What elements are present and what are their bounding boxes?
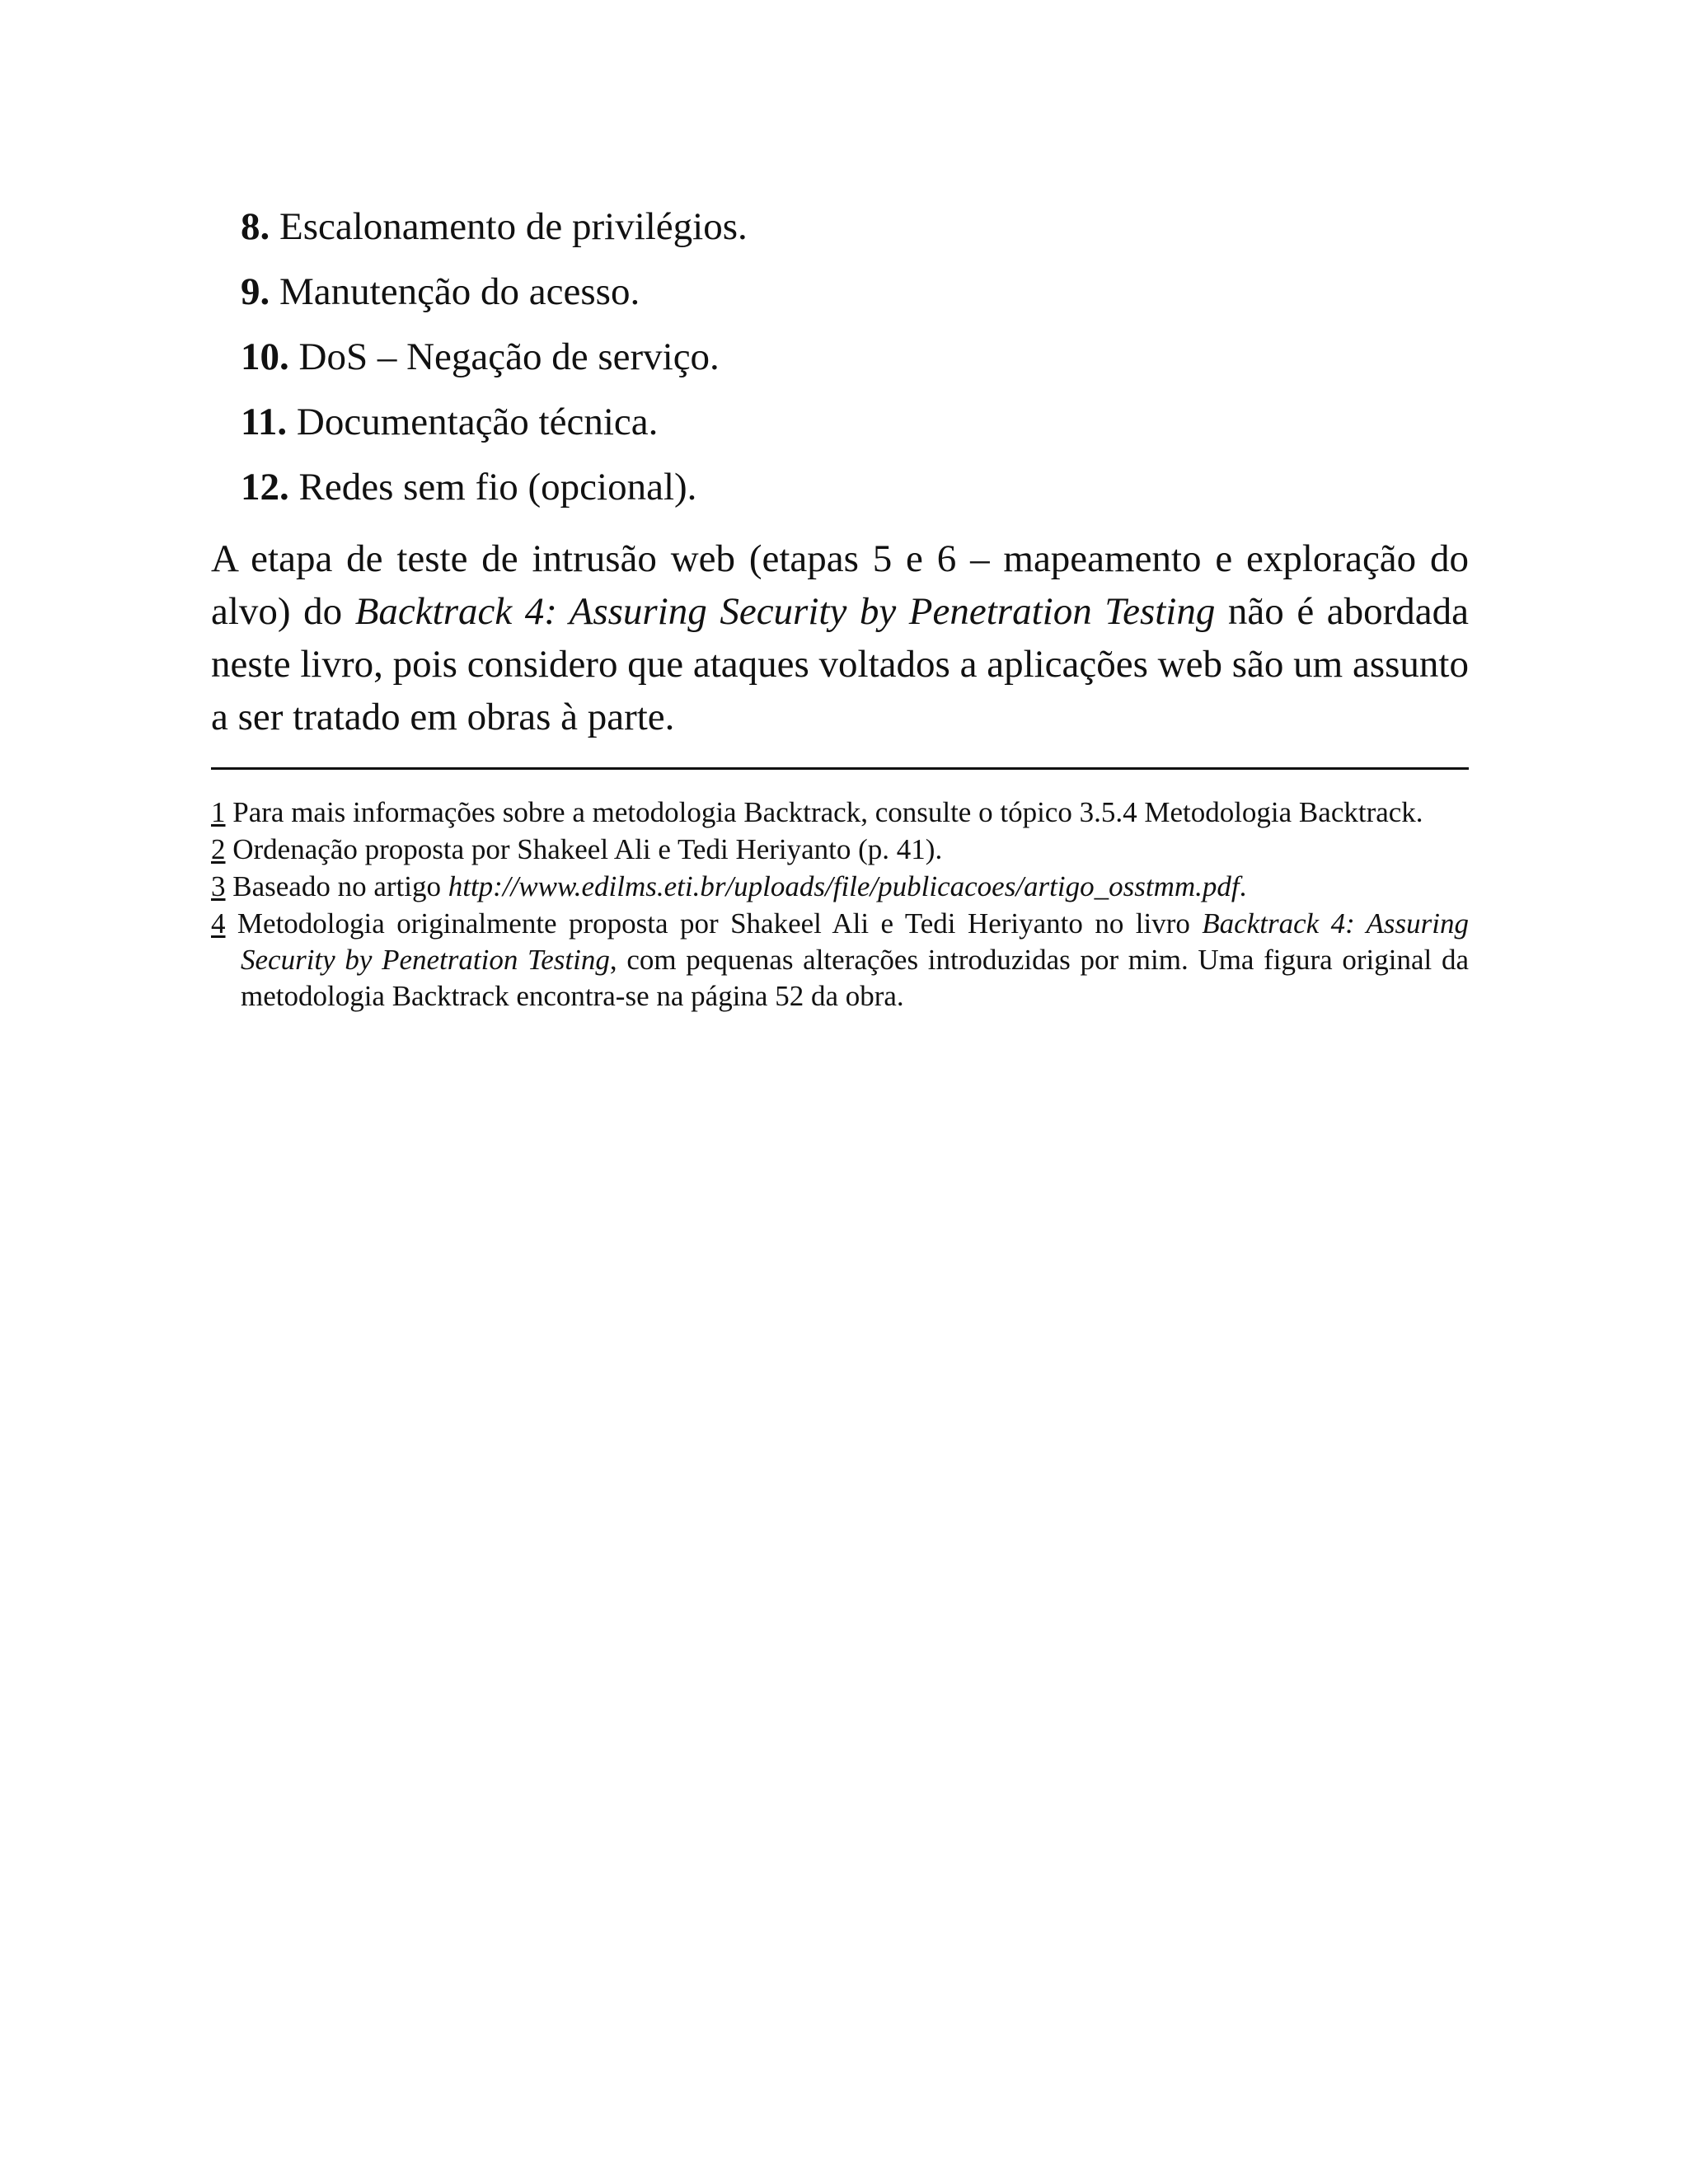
footnote-number[interactable]: 2 bbox=[211, 833, 226, 865]
footnote bbox=[211, 832, 1469, 868]
footnote-text: Para mais informações sobre a metodologia Backtrack, consulte o tópico 3.5.4 Metodologia Backtrack. bbox=[225, 796, 1423, 828]
numbered-list bbox=[241, 194, 1469, 520]
book-title: Backtrack 4: Assuring Security by Penetration Testing bbox=[241, 907, 1470, 976]
footnote bbox=[211, 869, 1469, 905]
list-item-text: Documentação técnica. bbox=[287, 401, 659, 443]
body-paragraph bbox=[211, 532, 1469, 743]
list-item-number: 12. bbox=[241, 466, 289, 509]
list-item bbox=[241, 194, 1469, 260]
article-url: http://www.edilms.eti.br/uploads/file/publicacoes/artigo_osstmm.pdf bbox=[448, 870, 1240, 902]
footnote-number[interactable]: 4 bbox=[211, 907, 226, 940]
paragraph-text-before: A etapa de teste de intrusão web (etapas 5 e 6 – mapeamento e exploração do alvo) do bbox=[211, 537, 1469, 633]
footnote-number[interactable]: 1 bbox=[211, 796, 226, 828]
list-item bbox=[241, 325, 1469, 390]
list-item-number: 9. bbox=[241, 270, 270, 313]
footnote bbox=[211, 794, 1469, 831]
list-item-text: DoS – Negação de serviço. bbox=[288, 335, 720, 378]
footnote-separator bbox=[211, 767, 1469, 770]
list-item-text: Escalonamento de privilégios. bbox=[270, 205, 748, 248]
book-title: Backtrack 4: Assuring Security by Penetration Testing bbox=[354, 590, 1216, 633]
list-item-number: 11. bbox=[241, 401, 288, 443]
footnote-text-before: Metodologia originalmente proposta por Shakeel Ali e Tedi Heriyanto no livro bbox=[225, 907, 1203, 940]
list-item bbox=[241, 260, 1469, 325]
list-item bbox=[241, 455, 1469, 520]
list-item bbox=[241, 390, 1469, 455]
footnote-number[interactable]: 3 bbox=[211, 870, 226, 902]
footnote bbox=[211, 906, 1469, 1015]
footnotes bbox=[211, 794, 1469, 1015]
list-item-number: 10. bbox=[241, 335, 289, 378]
list-item-text: Manutenção do acesso. bbox=[270, 270, 640, 313]
footnote-text-before: Baseado no artigo bbox=[225, 870, 448, 902]
footnote-text-after: , com pequenas alterações introduzidas por mim. Uma figura original da metodologia Backtrack encontra-se na página 52 da obra. bbox=[241, 944, 1469, 1012]
footnote-text: Ordenação proposta por Shakeel Ali e Tedi Heriyanto (p. 41). bbox=[225, 833, 943, 865]
list-item-number: 8. bbox=[241, 205, 270, 248]
paragraph-text-after: não é abordada neste livro, pois considero que ataques voltados a aplicações web são um assunto a ser tratado em obras à parte. bbox=[211, 590, 1469, 738]
list-item-text: Redes sem fio (opcional). bbox=[288, 466, 697, 509]
footnote-text-after: . bbox=[1239, 870, 1247, 902]
